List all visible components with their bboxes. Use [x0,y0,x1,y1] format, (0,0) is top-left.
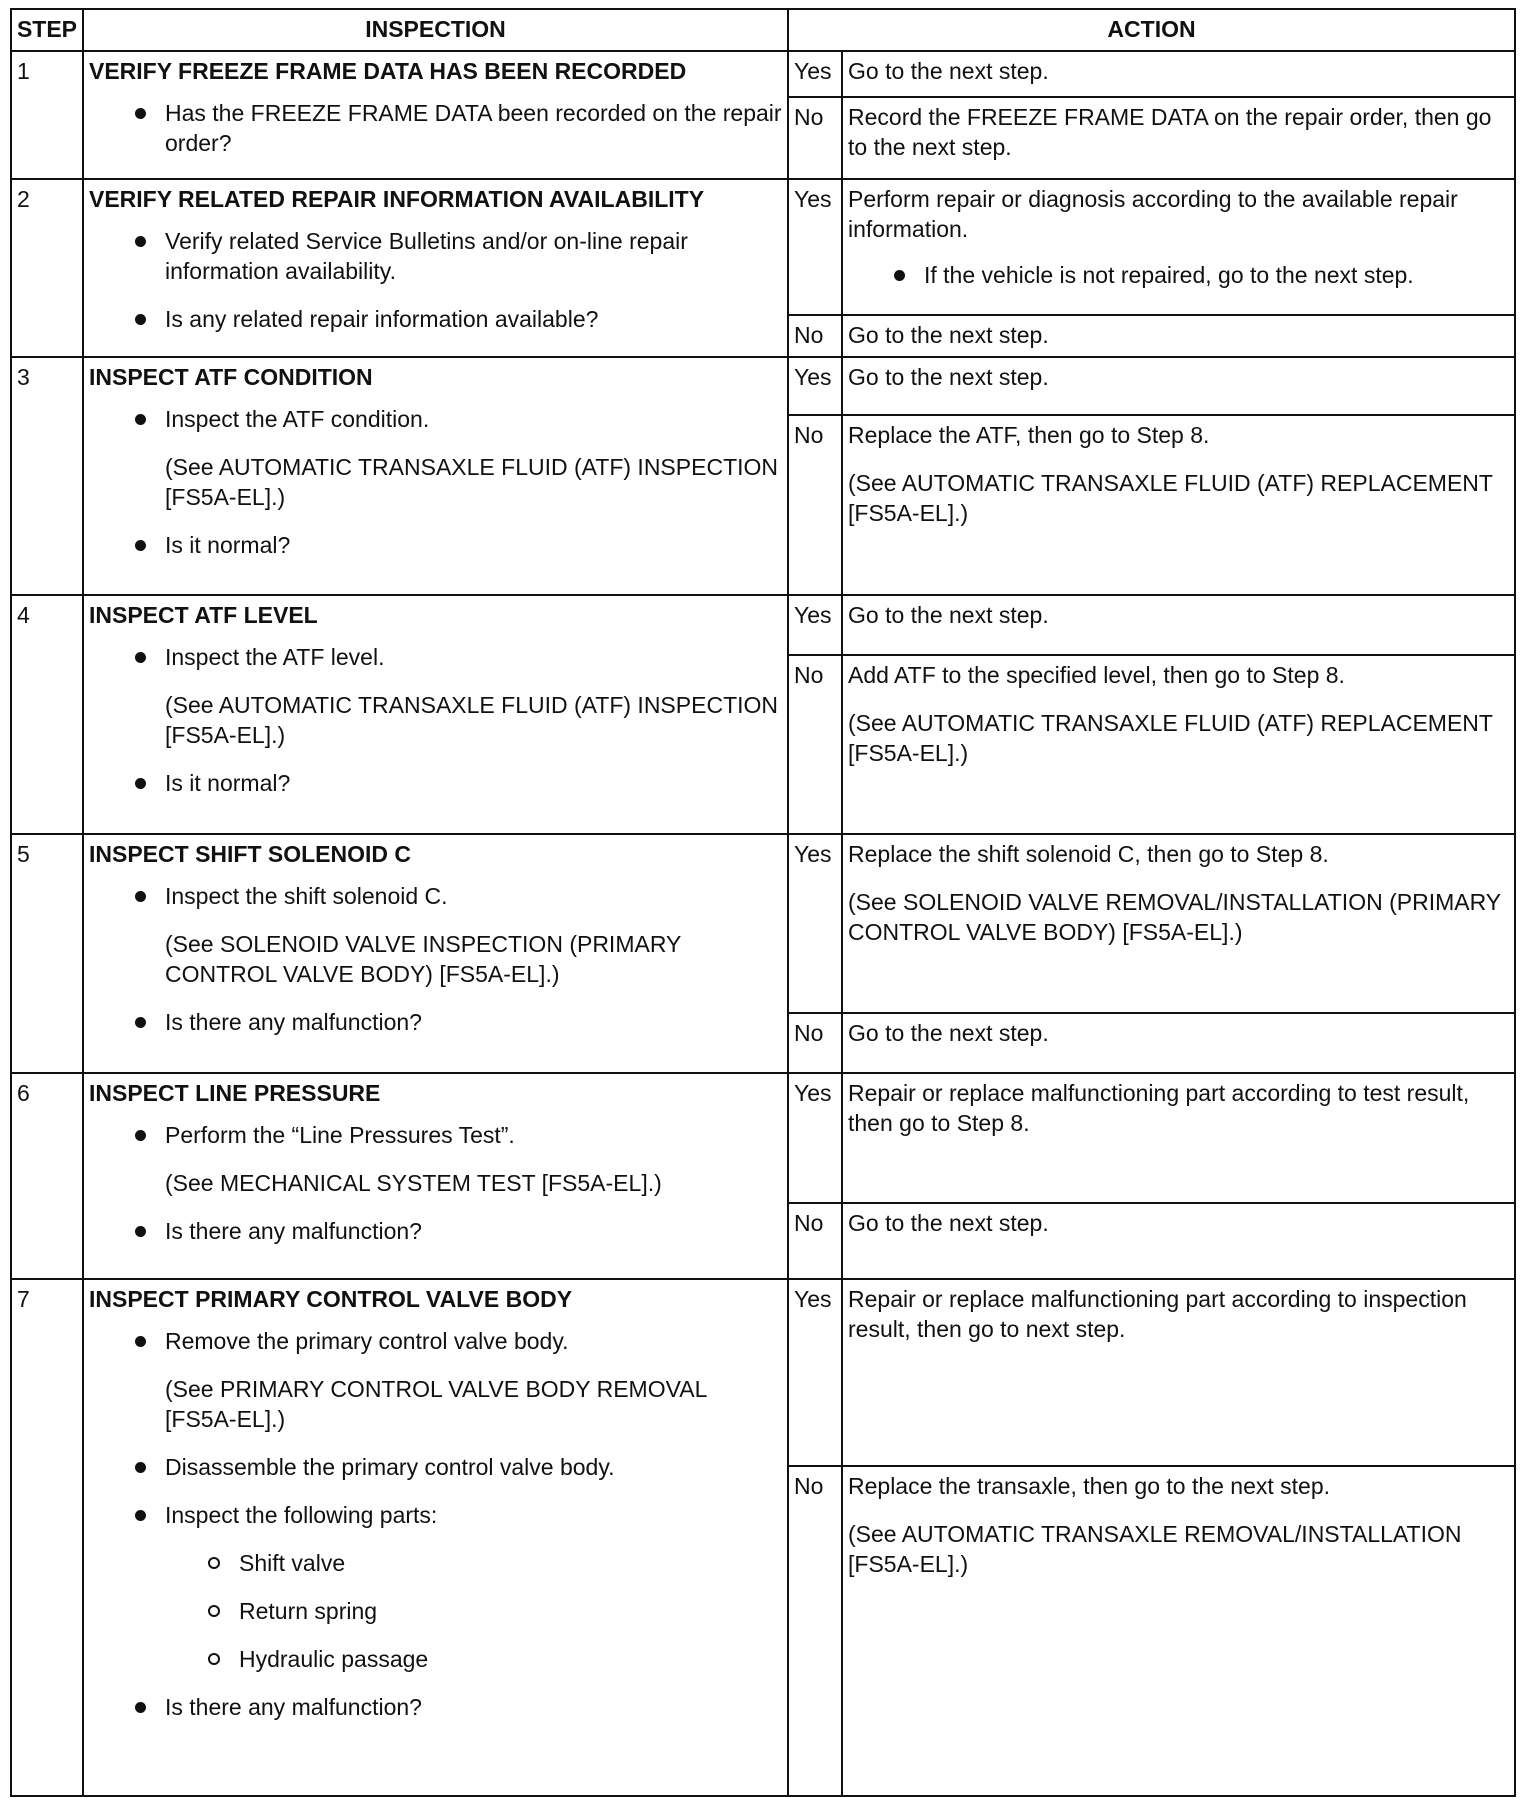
yes-action: Go to the next step. [842,51,1515,97]
action-item: If the vehicle is not repaired, go to the next step. [848,260,1509,290]
step-header: STEP [11,9,83,51]
action-header: ACTION [788,9,1515,51]
step-title: VERIFY RELATED REPAIR INFORMATION AVAILABILITY [89,186,705,212]
step-title: VERIFY FREEZE FRAME DATA HAS BEEN RECORDED [89,58,687,84]
inspection-item: Is there any malfunction? [89,1007,782,1037]
inspection-cell [83,357,788,595]
no-label: No [788,415,842,595]
yes-label: Yes [788,1073,842,1203]
yes-label: Yes [788,595,842,655]
header-row [11,9,1515,51]
reference-note: (See MECHANICAL SYSTEM TEST [FS5A-EL].) [165,1170,662,1196]
yes-action: Perform repair or diagnosis according to the available repair information. If the vehicle is not repaired, go to the next step. [842,179,1515,315]
inspection-item: Verify related Service Bulletins and/or on-line repair information availability. [89,226,782,286]
inspection-item: Inspect the shift solenoid C. [89,881,782,911]
step-title: INSPECT SHIFT SOLENOID C [89,841,412,867]
inspection-cell [83,51,788,179]
no-label: No [788,655,842,834]
reference-note: (See SOLENOID VALVE REMOVAL/INSTALLATION (PRIMARY CONTROL VALVE BODY) [FS5A-EL].) [848,889,1501,945]
inspection-cell [83,595,788,834]
diagnostic-table [10,8,1516,1797]
yes-label: Yes [788,51,842,97]
yes-action: Repair or replace malfunctioning part according to test result, then go to Step 8. [842,1073,1515,1203]
diagnostic-procedure-sheet [10,8,1514,1788]
no-label: No [788,1203,842,1279]
inspection-cell [83,1279,788,1796]
step-number: 2 [11,179,83,357]
no-action: Replace the transaxle, then go to the next step. (See AUTOMATIC TRANSAXLE REMOVAL/INSTALLATION [FS5A-EL].) [842,1466,1515,1796]
yes-label: Yes [788,834,842,1013]
reference-note: (See AUTOMATIC TRANSAXLE FLUID (ATF) REPLACEMENT [FS5A-EL].) [848,710,1493,766]
yes-action: Go to the next step. [842,595,1515,655]
yes-action: Replace the shift solenoid C, then go to Step 8. (See SOLENOID VALVE REMOVAL/INSTALLATION (PRIMARY CONTROL VALVE BODY) [FS5A-EL].) [842,834,1515,1013]
no-label: No [788,1466,842,1796]
reference-note: (See PRIMARY CONTROL VALVE BODY REMOVAL [FS5A-EL].) [165,1376,707,1432]
yes-label: Yes [788,357,842,415]
inspection-subitem: Shift valve [89,1548,782,1578]
step-number: 1 [11,51,83,179]
step-4-yes-row [11,595,1515,655]
no-action: Replace the ATF, then go to Step 8. (See AUTOMATIC TRANSAXLE FLUID (ATF) REPLACEMENT [FS5A-EL].) [842,415,1515,595]
inspection-cell [83,179,788,357]
reference-note: (See AUTOMATIC TRANSAXLE REMOVAL/INSTALLATION [FS5A-EL].) [848,1521,1462,1577]
step-number: 6 [11,1073,83,1279]
no-action: Go to the next step. [842,1203,1515,1279]
inspection-item: Is there any malfunction? [89,1216,782,1246]
reference-note: (See AUTOMATIC TRANSAXLE FLUID (ATF) INSPECTION [FS5A-EL].) [165,692,779,748]
inspection-item: Is any related repair information available? [89,304,782,334]
inspection-item: Is there any malfunction? [89,1692,782,1722]
inspection-item: Is it normal? [89,768,782,798]
inspection-item: Disassemble the primary control valve body. [89,1452,782,1482]
no-label: No [788,97,842,179]
no-label: No [788,315,842,357]
reference-note: (See AUTOMATIC TRANSAXLE FLUID (ATF) REPLACEMENT [FS5A-EL].) [848,470,1493,526]
step-2-yes-row [11,179,1515,315]
step-number: 4 [11,595,83,834]
no-action: Go to the next step. [842,1013,1515,1073]
inspection-item: Has the FREEZE FRAME DATA been recorded on the repair order? [89,98,782,158]
no-action: Go to the next step. [842,315,1515,357]
step-1-yes-row [11,51,1515,97]
step-6-yes-row [11,1073,1515,1203]
inspection-header: INSPECTION [83,9,788,51]
inspection-item: Inspect the following parts: [89,1500,782,1530]
inspection-cell [83,1073,788,1279]
inspection-subitem: Hydraulic passage [89,1644,782,1674]
step-7-yes-row [11,1279,1515,1466]
step-number: 3 [11,357,83,595]
no-label: No [788,1013,842,1073]
inspection-cell [83,834,788,1073]
no-action: Add ATF to the specified level, then go to Step 8. (See AUTOMATIC TRANSAXLE FLUID (ATF) REPLACEMENT [FS5A-EL].) [842,655,1515,834]
step-number: 5 [11,834,83,1073]
yes-action: Go to the next step. [842,357,1515,415]
step-5-yes-row [11,834,1515,1013]
step-3-yes-row [11,357,1515,415]
reference-note: (See AUTOMATIC TRANSAXLE FLUID (ATF) INSPECTION [FS5A-EL].) [165,454,779,510]
step-title: INSPECT ATF LEVEL [89,602,318,628]
inspection-subitem: Return spring [89,1596,782,1626]
inspection-item: Remove the primary control valve body. [89,1326,782,1356]
step-title: INSPECT ATF CONDITION [89,364,373,390]
step-title: INSPECT PRIMARY CONTROL VALVE BODY [89,1286,573,1312]
yes-label: Yes [788,1279,842,1466]
inspection-item: Is it normal? [89,530,782,560]
yes-action: Repair or replace malfunctioning part according to inspection result, then go to next step. [842,1279,1515,1466]
inspection-item: Inspect the ATF condition. [89,404,782,434]
reference-note: (See SOLENOID VALVE INSPECTION (PRIMARY CONTROL VALVE BODY) [FS5A-EL].) [165,931,681,987]
inspection-item: Perform the “Line Pressures Test”. [89,1120,782,1150]
no-action: Record the FREEZE FRAME DATA on the repair order, then go to the next step. [842,97,1515,179]
inspection-item: Inspect the ATF level. [89,642,782,672]
step-number: 7 [11,1279,83,1796]
step-title: INSPECT LINE PRESSURE [89,1080,381,1106]
yes-label: Yes [788,179,842,315]
